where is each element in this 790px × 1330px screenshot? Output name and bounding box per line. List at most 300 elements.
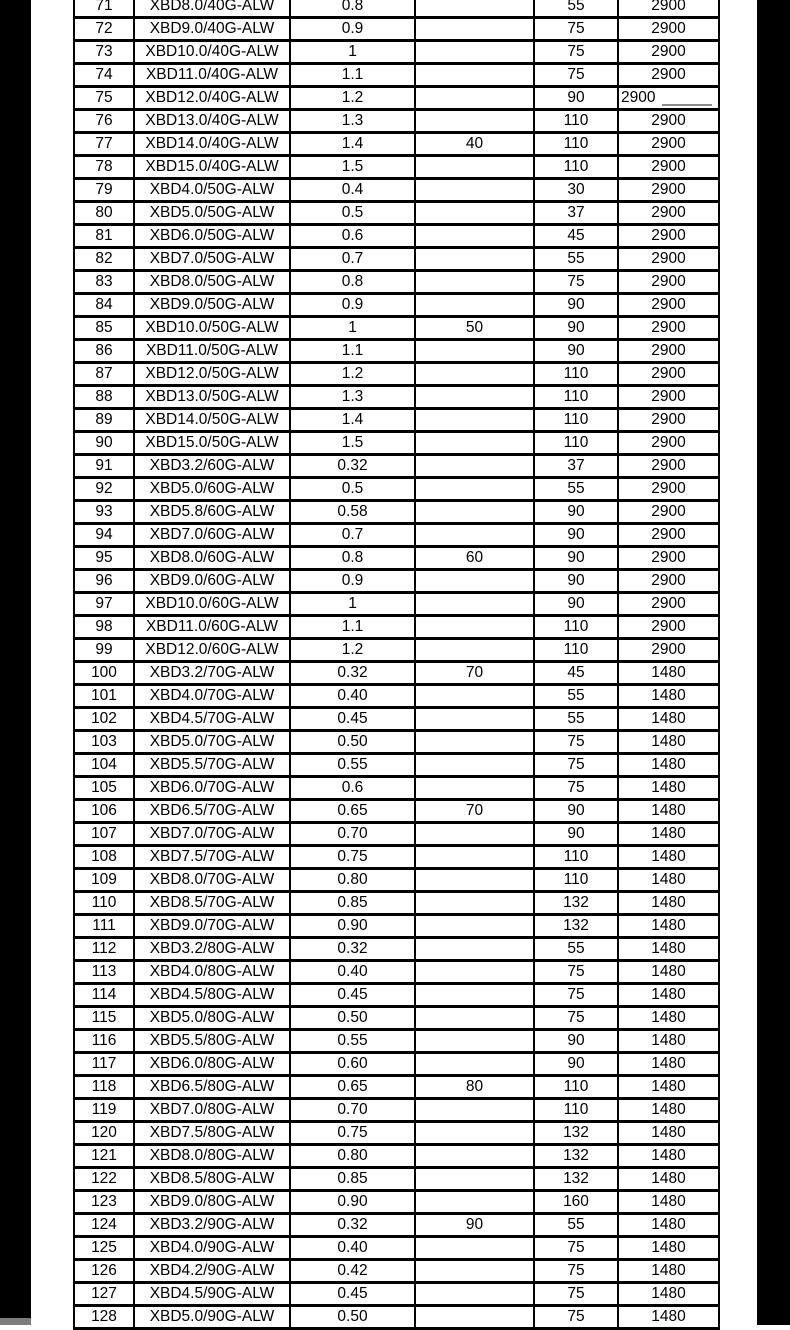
cell-group: 50 [415, 317, 534, 340]
cell-value: 1.1 [290, 616, 415, 639]
cell-model: XBD5.5/70G-ALW [134, 754, 290, 777]
table-row [74, 754, 719, 777]
cell-speed: 2900 [618, 248, 719, 271]
cell-model: XBD10.0/50G-ALW [134, 317, 290, 340]
cell-power: 132 [534, 1122, 618, 1145]
cell-power: 75 [534, 41, 618, 64]
cell-group [415, 639, 534, 662]
cell-power: 90 [534, 524, 618, 547]
cell-speed: 1480 [618, 1214, 719, 1237]
cell-speed: 2900 [618, 179, 719, 202]
table-row [74, 1214, 719, 1237]
spec-table [73, 0, 720, 1330]
cell-value: 0.32 [290, 455, 415, 478]
cell-value: 1.3 [290, 110, 415, 133]
cell-speed: 2900 [618, 409, 719, 432]
cell-power: 110 [534, 1099, 618, 1122]
cell-no: 95 [74, 547, 134, 570]
cell-speed: 1480 [618, 1283, 719, 1306]
cell-power: 90 [534, 547, 618, 570]
underscore-line [662, 104, 712, 106]
cell-speed: 1480 [618, 1168, 719, 1191]
cell-value: 0.75 [290, 846, 415, 869]
cell-power: 90 [534, 1030, 618, 1053]
cell-speed: 1480 [618, 823, 719, 846]
cell-model: XBD5.0/70G-ALW [134, 731, 290, 754]
cell-power: 55 [534, 478, 618, 501]
cell-power: 45 [534, 662, 618, 685]
cell-no: 91 [74, 455, 134, 478]
cell-model: XBD9.0/50G-ALW [134, 294, 290, 317]
cell-speed: 1480 [618, 984, 719, 1007]
cell-power: 90 [534, 800, 618, 823]
table-row [74, 616, 719, 639]
cell-group [415, 777, 534, 800]
cell-value: 0.42 [290, 1260, 415, 1283]
cell-model: XBD12.0/60G-ALW [134, 639, 290, 662]
cell-power: 75 [534, 1260, 618, 1283]
cell-no: 86 [74, 340, 134, 363]
cell-value: 0.7 [290, 248, 415, 271]
table-row [74, 961, 719, 984]
cell-value: 0.9 [290, 294, 415, 317]
cell-power: 132 [534, 1145, 618, 1168]
cell-no: 71 [74, 0, 134, 18]
cell-model: XBD10.0/60G-ALW [134, 593, 290, 616]
cell-speed: 1480 [618, 1030, 719, 1053]
cell-value: 1.3 [290, 386, 415, 409]
cell-speed: 1480 [618, 846, 719, 869]
cell-model: XBD3.2/60G-ALW [134, 455, 290, 478]
table-row [74, 248, 719, 271]
cell-model: XBD7.0/80G-ALW [134, 1099, 290, 1122]
cell-group [415, 340, 534, 363]
table-row [74, 1030, 719, 1053]
cell-power: 75 [534, 777, 618, 800]
table-row [74, 432, 719, 455]
cell-no: 125 [74, 1237, 134, 1260]
cell-speed: 2900 [618, 225, 719, 248]
cell-model: XBD7.0/70G-ALW [134, 823, 290, 846]
cell-value: 0.85 [290, 1168, 415, 1191]
cell-no: 128 [74, 1306, 134, 1329]
cell-no: 87 [74, 363, 134, 386]
cell-model: XBD7.0/60G-ALW [134, 524, 290, 547]
cell-group [415, 1260, 534, 1283]
cell-power: 90 [534, 87, 618, 110]
cell-no: 77 [74, 133, 134, 156]
cell-value: 1.5 [290, 156, 415, 179]
cell-value: 1.5 [290, 432, 415, 455]
cell-no: 127 [74, 1283, 134, 1306]
cell-model: XBD9.0/60G-ALW [134, 570, 290, 593]
table-row [74, 1283, 719, 1306]
cell-power: 110 [534, 409, 618, 432]
table-row [74, 524, 719, 547]
cell-group [415, 938, 534, 961]
cell-no: 118 [74, 1076, 134, 1099]
cell-group [415, 731, 534, 754]
cell-model: XBD14.0/50G-ALW [134, 409, 290, 432]
right-margin-strip [757, 0, 790, 1325]
cell-model: XBD10.0/40G-ALW [134, 41, 290, 64]
cell-value: 0.85 [290, 892, 415, 915]
cell-no: 102 [74, 708, 134, 731]
table-row [74, 156, 719, 179]
cell-group [415, 248, 534, 271]
cell-no: 73 [74, 41, 134, 64]
cell-group [415, 984, 534, 1007]
cell-speed [618, 87, 719, 110]
cell-power: 110 [534, 869, 618, 892]
table-row [74, 271, 719, 294]
cell-speed: 2900 [618, 593, 719, 616]
cell-no: 78 [74, 156, 134, 179]
table-row [74, 386, 719, 409]
cell-model: XBD4.2/90G-ALW [134, 1260, 290, 1283]
cell-power: 75 [534, 64, 618, 87]
cell-value: 0.8 [290, 0, 415, 18]
cell-speed: 2900 [618, 271, 719, 294]
table-row [74, 0, 719, 18]
cell-group: 60 [415, 547, 534, 570]
cell-no: 84 [74, 294, 134, 317]
cell-value: 0.55 [290, 1030, 415, 1053]
cell-no: 122 [74, 1168, 134, 1191]
table-row [74, 41, 719, 64]
cell-group [415, 1053, 534, 1076]
cell-no: 106 [74, 800, 134, 823]
cell-group [415, 1007, 534, 1030]
cell-no: 107 [74, 823, 134, 846]
cell-power: 110 [534, 616, 618, 639]
table-row [74, 1076, 719, 1099]
table-row [74, 547, 719, 570]
cell-value: 0.90 [290, 915, 415, 938]
cell-no: 120 [74, 1122, 134, 1145]
cell-model: XBD5.8/60G-ALW [134, 501, 290, 524]
table-row [74, 915, 719, 938]
cell-group: 70 [415, 800, 534, 823]
cell-no: 105 [74, 777, 134, 800]
cell-no: 75 [74, 87, 134, 110]
cell-power: 110 [534, 432, 618, 455]
table-row [74, 294, 719, 317]
cell-power: 75 [534, 1283, 618, 1306]
cell-speed: 1480 [618, 662, 719, 685]
cell-no: 115 [74, 1007, 134, 1030]
cell-speed: 2900 [618, 616, 719, 639]
table-row [74, 87, 719, 110]
cell-value: 1.2 [290, 639, 415, 662]
table-row [74, 1099, 719, 1122]
cell-no: 126 [74, 1260, 134, 1283]
cell-model: XBD9.0/70G-ALW [134, 915, 290, 938]
cell-model: XBD8.0/80G-ALW [134, 1145, 290, 1168]
cell-speed: 2900 [618, 0, 719, 18]
table-row [74, 18, 719, 41]
cell-speed: 1480 [618, 892, 719, 915]
cell-group [415, 1145, 534, 1168]
cell-model: XBD3.2/80G-ALW [134, 938, 290, 961]
cell-speed: 1480 [618, 915, 719, 938]
cell-speed: 1480 [618, 1007, 719, 1030]
cell-group [415, 1237, 534, 1260]
table-row [74, 110, 719, 133]
cell-group [415, 202, 534, 225]
cell-speed: 1480 [618, 1237, 719, 1260]
cell-speed: 2900 [618, 317, 719, 340]
cell-group [415, 455, 534, 478]
cell-value: 0.8 [290, 547, 415, 570]
cell-no: 72 [74, 18, 134, 41]
table-row [74, 317, 719, 340]
table-row [74, 731, 719, 754]
table-row [74, 455, 719, 478]
cell-model: XBD8.0/50G-ALW [134, 271, 290, 294]
cell-no: 90 [74, 432, 134, 455]
cell-model: XBD15.0/50G-ALW [134, 432, 290, 455]
cell-no: 112 [74, 938, 134, 961]
cell-power: 37 [534, 202, 618, 225]
cell-model: XBD3.2/90G-ALW [134, 1214, 290, 1237]
cell-value: 0.9 [290, 570, 415, 593]
cell-model: XBD11.0/50G-ALW [134, 340, 290, 363]
cell-power: 37 [534, 455, 618, 478]
cell-model: XBD6.0/70G-ALW [134, 777, 290, 800]
cell-group [415, 616, 534, 639]
cell-speed: 1480 [618, 1145, 719, 1168]
table-row [74, 1260, 719, 1283]
cell-speed: 2900 [618, 340, 719, 363]
cell-group: 70 [415, 662, 534, 685]
cell-value: 0.90 [290, 1191, 415, 1214]
table-row [74, 179, 719, 202]
cell-no: 74 [74, 64, 134, 87]
cell-power: 90 [534, 501, 618, 524]
cell-group [415, 110, 534, 133]
table-row [74, 593, 719, 616]
cell-speed-text: 2900 [621, 89, 656, 106]
cell-value: 0.60 [290, 1053, 415, 1076]
cell-value: 0.70 [290, 823, 415, 846]
cell-group [415, 1191, 534, 1214]
cell-speed: 2900 [618, 294, 719, 317]
cell-model: XBD11.0/60G-ALW [134, 616, 290, 639]
cell-model: XBD6.0/50G-ALW [134, 225, 290, 248]
cell-model: XBD7.5/70G-ALW [134, 846, 290, 869]
cell-value: 0.80 [290, 869, 415, 892]
table-row [74, 1007, 719, 1030]
cell-group [415, 294, 534, 317]
cell-no: 89 [74, 409, 134, 432]
cell-power: 110 [534, 386, 618, 409]
cell-group [415, 363, 534, 386]
cell-no: 104 [74, 754, 134, 777]
cell-model: XBD5.0/90G-ALW [134, 1306, 290, 1329]
cell-group: 40 [415, 133, 534, 156]
cell-speed: 2900 [618, 570, 719, 593]
cell-group [415, 1168, 534, 1191]
cell-no: 114 [74, 984, 134, 1007]
cell-speed: 1480 [618, 1053, 719, 1076]
cell-model: XBD8.5/70G-ALW [134, 892, 290, 915]
cell-speed: 2900 [618, 455, 719, 478]
cell-value: 0.50 [290, 731, 415, 754]
cell-group [415, 685, 534, 708]
cell-model: XBD14.0/40G-ALW [134, 133, 290, 156]
table-row [74, 340, 719, 363]
cell-value: 0.45 [290, 1283, 415, 1306]
cell-no: 83 [74, 271, 134, 294]
cell-speed: 1480 [618, 754, 719, 777]
cell-no: 111 [74, 915, 134, 938]
cell-speed: 2900 [618, 202, 719, 225]
cell-power: 90 [534, 570, 618, 593]
cell-value: 1.4 [290, 409, 415, 432]
cell-value: 0.9 [290, 18, 415, 41]
cell-power: 110 [534, 846, 618, 869]
cell-group [415, 1099, 534, 1122]
cell-speed: 2900 [618, 18, 719, 41]
cell-value: 1.1 [290, 340, 415, 363]
cell-value: 0.58 [290, 501, 415, 524]
cell-speed: 1480 [618, 1099, 719, 1122]
cell-no: 100 [74, 662, 134, 685]
cell-no: 101 [74, 685, 134, 708]
cell-model: XBD4.0/70G-ALW [134, 685, 290, 708]
table-row [74, 1053, 719, 1076]
cell-no: 108 [74, 846, 134, 869]
cell-speed: 1480 [618, 1191, 719, 1214]
cell-power: 132 [534, 915, 618, 938]
cell-model: XBD5.0/50G-ALW [134, 202, 290, 225]
table-row [74, 685, 719, 708]
cell-value: 0.70 [290, 1099, 415, 1122]
cell-model: XBD4.0/90G-ALW [134, 1237, 290, 1260]
cell-speed: 2900 [618, 363, 719, 386]
cell-model: XBD4.5/90G-ALW [134, 1283, 290, 1306]
cell-group [415, 754, 534, 777]
cell-group [415, 1030, 534, 1053]
cell-speed: 1480 [618, 731, 719, 754]
cell-power: 75 [534, 731, 618, 754]
cell-group [415, 1306, 534, 1329]
cell-model: XBD11.0/40G-ALW [134, 64, 290, 87]
cell-group [415, 708, 534, 731]
cell-power: 75 [534, 754, 618, 777]
cell-power: 55 [534, 1214, 618, 1237]
cell-power: 55 [534, 938, 618, 961]
cell-value: 0.80 [290, 1145, 415, 1168]
cell-no: 109 [74, 869, 134, 892]
cell-group [415, 501, 534, 524]
cell-model: XBD9.0/80G-ALW [134, 1191, 290, 1214]
cell-model: XBD8.5/80G-ALW [134, 1168, 290, 1191]
cell-group [415, 41, 534, 64]
cell-value: 0.6 [290, 777, 415, 800]
cell-no: 117 [74, 1053, 134, 1076]
cell-value: 0.65 [290, 1076, 415, 1099]
cell-no: 123 [74, 1191, 134, 1214]
cell-value: 0.40 [290, 961, 415, 984]
cell-value: 0.50 [290, 1007, 415, 1030]
cell-group [415, 961, 534, 984]
cell-speed: 1480 [618, 1260, 719, 1283]
cell-speed: 2900 [618, 156, 719, 179]
table-row [74, 1168, 719, 1191]
cell-group [415, 64, 534, 87]
cell-model: XBD6.0/80G-ALW [134, 1053, 290, 1076]
table-row [74, 1122, 719, 1145]
cell-group [415, 1283, 534, 1306]
cell-value: 1 [290, 41, 415, 64]
table-row [74, 1191, 719, 1214]
cell-group [415, 869, 534, 892]
cell-power: 45 [534, 225, 618, 248]
table-row [74, 708, 719, 731]
cell-group [415, 823, 534, 846]
cell-no: 88 [74, 386, 134, 409]
cell-no: 85 [74, 317, 134, 340]
cell-value: 0.8 [290, 271, 415, 294]
cell-power: 55 [534, 248, 618, 271]
left-margin-strip [0, 0, 31, 1325]
cell-value: 0.32 [290, 1214, 415, 1237]
cell-no: 99 [74, 639, 134, 662]
cell-group [415, 156, 534, 179]
cell-value: 0.75 [290, 1122, 415, 1145]
cell-value: 1.1 [290, 64, 415, 87]
cell-group [415, 846, 534, 869]
table-row [74, 662, 719, 685]
table-row [74, 202, 719, 225]
cell-value: 0.5 [290, 202, 415, 225]
cell-value: 1 [290, 317, 415, 340]
cell-no: 98 [74, 616, 134, 639]
cell-speed: 1480 [618, 869, 719, 892]
cell-no: 96 [74, 570, 134, 593]
cell-power: 90 [534, 823, 618, 846]
cell-speed: 1480 [618, 708, 719, 731]
cell-no: 79 [74, 179, 134, 202]
cell-group [415, 386, 534, 409]
left-margin-strip-foot [0, 1318, 31, 1325]
cell-model: XBD13.0/40G-ALW [134, 110, 290, 133]
cell-power: 75 [534, 961, 618, 984]
cell-power: 75 [534, 1237, 618, 1260]
cell-power: 90 [534, 340, 618, 363]
cell-model: XBD5.5/80G-ALW [134, 1030, 290, 1053]
cell-group [415, 524, 534, 547]
table-row [74, 639, 719, 662]
cell-no: 76 [74, 110, 134, 133]
cell-speed: 2900 [618, 501, 719, 524]
cell-speed: 1480 [618, 685, 719, 708]
cell-no: 94 [74, 524, 134, 547]
table-row [74, 777, 719, 800]
cell-power: 75 [534, 18, 618, 41]
table-row [74, 133, 719, 156]
cell-value: 0.50 [290, 1306, 415, 1329]
table-row [74, 64, 719, 87]
cell-power: 55 [534, 685, 618, 708]
cell-power: 110 [534, 110, 618, 133]
cell-value: 1.2 [290, 87, 415, 110]
cell-group: 80 [415, 1076, 534, 1099]
cell-group [415, 593, 534, 616]
table-row [74, 823, 719, 846]
